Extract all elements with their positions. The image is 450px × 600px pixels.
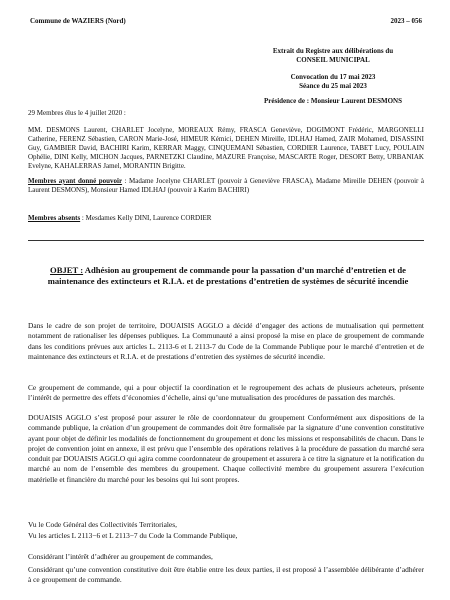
members-list: MM. DESMONS Laurent, CHARLET Jocelyne, MOREAUX Rémy, FRASCA Geneviève, DOGIMONT Frédéric, MARGONELLI Catherine, FERENZ Sébastien, CARON Marie-José, HIMEUR Kémici, DEHEN Mireille, IDLHAJ Hamed, ZAIR Mohamed, DISASSINI Guy, GAMBIER David, BACHIRI Karim, KERRAR Maggy, CINQUEMANI Sébastien, CORDIER Laurence, TABET Lucy, POULAIN Ophélie, DINI Kelly, MICHON Jacques, PARNETZKI Claudine, MAZURE Françoise, MASCARTE Roger, DESORT Betty, URBANIAK Evelyne, KAHALERRAS Jamel, MORANTIN Brigitte. (28, 126, 424, 170)
deliberation-number: 2023 – 056 (390, 17, 422, 25)
legal-reference-cgct: Vu le Code Général des Collectivités Territoriales, (28, 520, 177, 529)
absent-members (28, 214, 424, 223)
proxy-text: : Madame Jocelyne CHARLET (pouvoir à Geneviève FRASCA), Madame Mireille DEHEN (pouvoir à Laurent DESMONS), Monsieur Hamed IDLHAJ (pouvoir à Karim BACHIRI) (28, 177, 424, 194)
paragraph-coordinator: DOUAISIS AGGLO s’est proposé pour assurer le rôle de coordonnateur du groupement Conformément aux dispositions de la commande publique, la création d’un groupement de commandes doit être formalisée par la signature d’une convention constitutive ayant pour objet de définir les modalités de fonctionnement du groupement et donc les missions et responsabilités de chacun. Dans le projet de convention joint en annexe, il est prévu que l’ensemble des opérations relatives à la procédure de passation du marché sera conduit par DOUAISIS AGGLO qui agira comme coordonnateur de groupement et assurera à ce titre la signature et la notification du marché au nom de l’ensemble des membres du groupement. Chaque collectivité membre du groupement assurera l’exécution matérielle et financière du marché pour les besoins qui lui sont propres. (28, 413, 424, 484)
divider-top (28, 240, 424, 241)
legal-reference-ccp: Vu les articles L 2113−6 et L 2113−7 du Code la Commande Publique, (28, 531, 238, 540)
convocation-block (238, 73, 428, 90)
whereas-interest: Considérant l’intérêt d’adhérer au groupement de commandes, (28, 552, 213, 561)
absent-label: Membres absents (28, 214, 81, 222)
subject (38, 265, 418, 287)
absent-text: : Mesdames Kelly DINI, Laurence CORDIER (80, 214, 212, 222)
commune-header: Commune de WAZIERS (Nord) (30, 17, 126, 25)
proxy-members (28, 177, 424, 195)
paragraph-context: Dans le cadre de son projet de territoire, DOUAISIS AGGLO a décidé d’engager des actions de mutualisation qui permettent notamment de rationaliser les dépenses publiques. La Communauté a ainsi proposé la mise en place de groupement de commande dans les conditions prévues aux articles L. 2113-6 et L 2113-7 du Code de la Commande Publique pour le marché d’entretien et de maintenance des extincteurs et R.I.A. et de prestations d’entretien des systèmes de sécurité incendie. (28, 321, 424, 361)
paragraph-grouping: Ce groupement de commande, qui a pour objectif la coordination et le regroupement des achats de plusieurs acheteurs, présente l’intérêt de permettre des effets d’économies d’échelle, ainsi qu’une mutualisation des procédures de passation des marchés. (28, 383, 424, 403)
extract-line-1: Extrait du Registre aux délibérations du (272, 47, 394, 55)
proxy-label: Membres ayant donné pouvoir (28, 177, 123, 185)
subject-label: OBJET : (50, 265, 84, 275)
subject-text: Adhésion au groupement de commande pour la passation d’un marché d’entretien et de maintenance des extincteurs et R.I.A. et de prestations d’entretien de systèmes de sécurité incendie (47, 265, 409, 286)
convocation-date: Convocation du 17 mai 2023 (290, 73, 376, 81)
whereas-convention: Considérant qu’une convention constitutive doit être établie entre les deux parties, il est proposé à l’assemblée délibérante d’adhérer à ce groupement de commande. (28, 565, 424, 585)
extract-line-2: CONSEIL MUNICIPAL (296, 55, 370, 64)
session-date: Séance du 25 mai 2023 (299, 81, 367, 90)
members-count: 29 Membres élus le 4 juillet 2020 : (28, 109, 126, 117)
presidency: Présidence de : Monsieur Laurent DESMONS (264, 97, 402, 105)
register-extract (238, 47, 428, 64)
